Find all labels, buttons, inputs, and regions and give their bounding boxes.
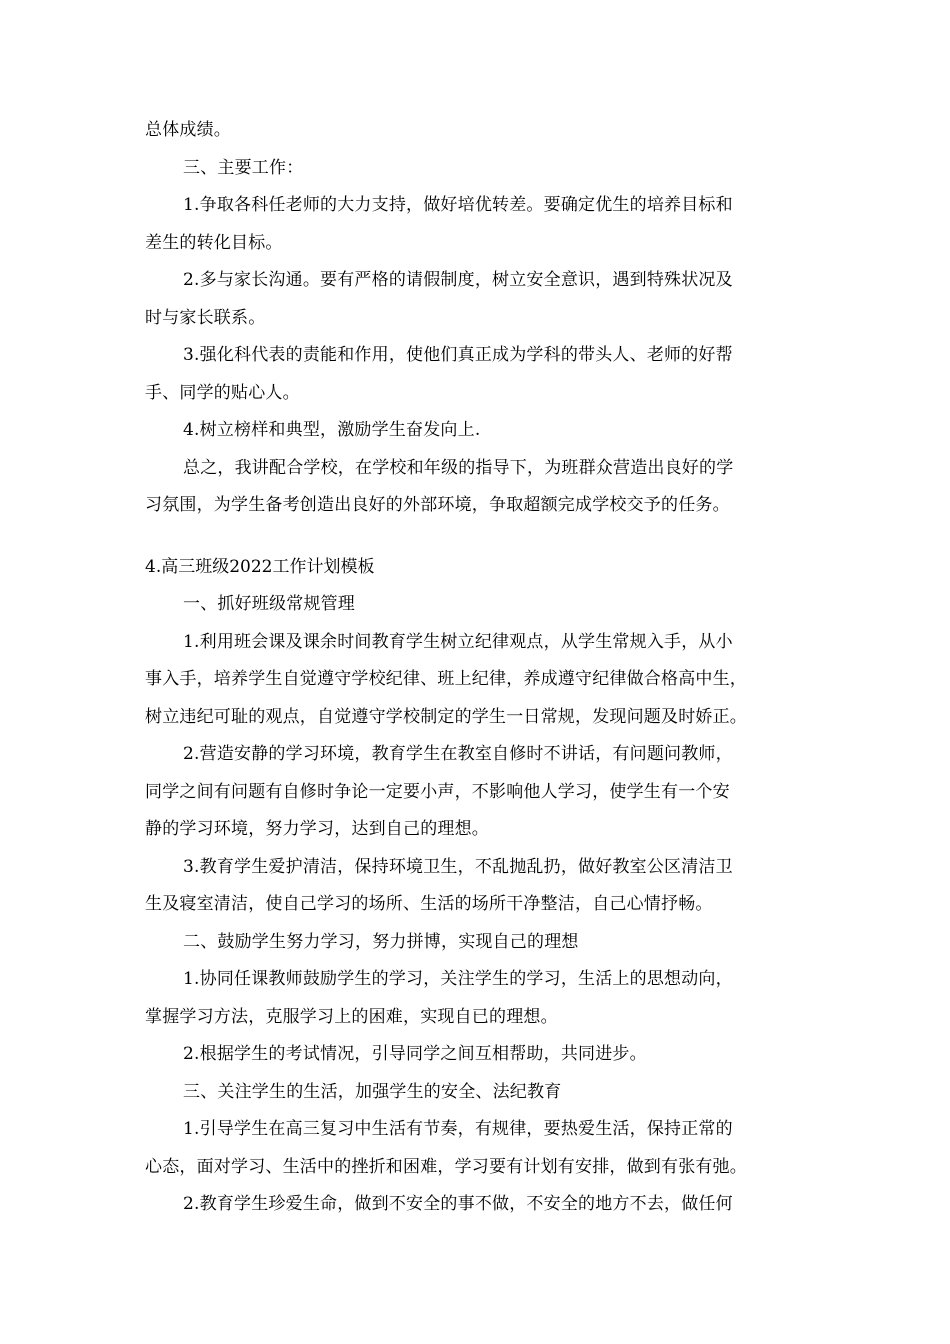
paragraph-line: 1.争取各科任老师的大力支持，做好培优转差。要确定优生的培养目标和 — [183, 195, 733, 215]
summary-line: 总之，我讲配合学校，在学校和年级的指导下，为班群众营造出良好的学 — [183, 457, 734, 478]
main-work-heading: 三、主要工作： — [183, 157, 304, 178]
section-gap — [145, 525, 810, 549]
paragraph-line: 事入手，培养学生自觉遵守学校纪律、班上纪律，养成遵守纪律做合格高中生， — [145, 669, 747, 689]
paragraph-line: 差生的转化目标。 — [145, 232, 283, 253]
paragraph-line: 4.树立榜样和典型，激励学生奋发向上. — [183, 420, 481, 440]
paragraph-line: 3.教育学生爱护清洁，保持环境卫生，不乱抛乱扔，做好教室公区清洁卫 — [183, 856, 733, 877]
paragraph-line: 1.协同任课教师鼓励学生的学习，关注学生的学习，生活上的思想动向， — [183, 969, 733, 989]
paragraph-line: 掌握学习方法，克服学习上的困难，实现自已的理想。 — [145, 1006, 558, 1027]
paragraph-line: 时与家长联系。 — [145, 307, 266, 328]
subsection-heading: 三、关注学生的生活，加强学生的安全、法纪教育 — [183, 1081, 562, 1102]
paragraph-line: 手、同学的贴心人。 — [145, 382, 300, 403]
summary-line: 习氛围，为学生备考创造出良好的外部环境，争取超额完成学校交予的任务。 — [145, 495, 730, 515]
paragraph-line: 树立违纪可耻的观点，自觉遵守学校制定的学生一日常规，发现问题及时娇正。 — [145, 706, 747, 727]
paragraph-line: 静的学习环境，努力学习，达到自己的理想。 — [145, 819, 489, 839]
paragraph-line: 2.营造安静的学习环境，教育学生在教室自修时不讲话，有问题问教师， — [183, 744, 733, 764]
paragraph-line: 3.强化科代表的责能和作用，使他们真正成为学科的带头人、老师的好帮 — [183, 345, 733, 365]
paragraph-line: 2.根据学生的考试情况，引导同学之间互相帮助，共同进步。 — [183, 1044, 647, 1064]
paragraph-line: 生及寝室清洁，使自己学习的场所、生活的场所干净整洁，自己心情抒畅。 — [145, 894, 713, 914]
closing-line: 总体成绩。 — [145, 120, 231, 140]
paragraph-line: 同学之间有问题有自修时争论一定要小声，不影响他人学习，使学生有一个安 — [145, 781, 730, 802]
subsection-heading: 二、鼓励学生努力学习，努力拼博，实现自己的理想 — [183, 931, 579, 952]
paragraph-line: 1.引导学生在高三复习中生活有节奏，有规律，要热爱生活，保持正常的 — [183, 1119, 733, 1139]
paragraph-line: 2.多与家长沟通。要有严格的请假制度，树立安全意识，遇到特殊状况及 — [183, 270, 733, 290]
paragraph-line: 2.教育学生珍爱生命，做到不安全的事不做，不安全的地方不去，做任何 — [183, 1194, 733, 1214]
subsection-heading: 一、抓好班级常规管理 — [183, 594, 355, 614]
section-title: 4.高三班级2022工作计划模板 — [145, 556, 375, 577]
paragraph-line: 1.利用班会课及课余时间教育学生树立纪律观点，从学生常规入手，从小 — [183, 631, 733, 652]
document-page — [145, 112, 810, 1224]
paragraph-line: 心态，面对学习、生活中的挫折和困难，学习要有计划有安排，做到有张有弛。 — [145, 1156, 747, 1177]
